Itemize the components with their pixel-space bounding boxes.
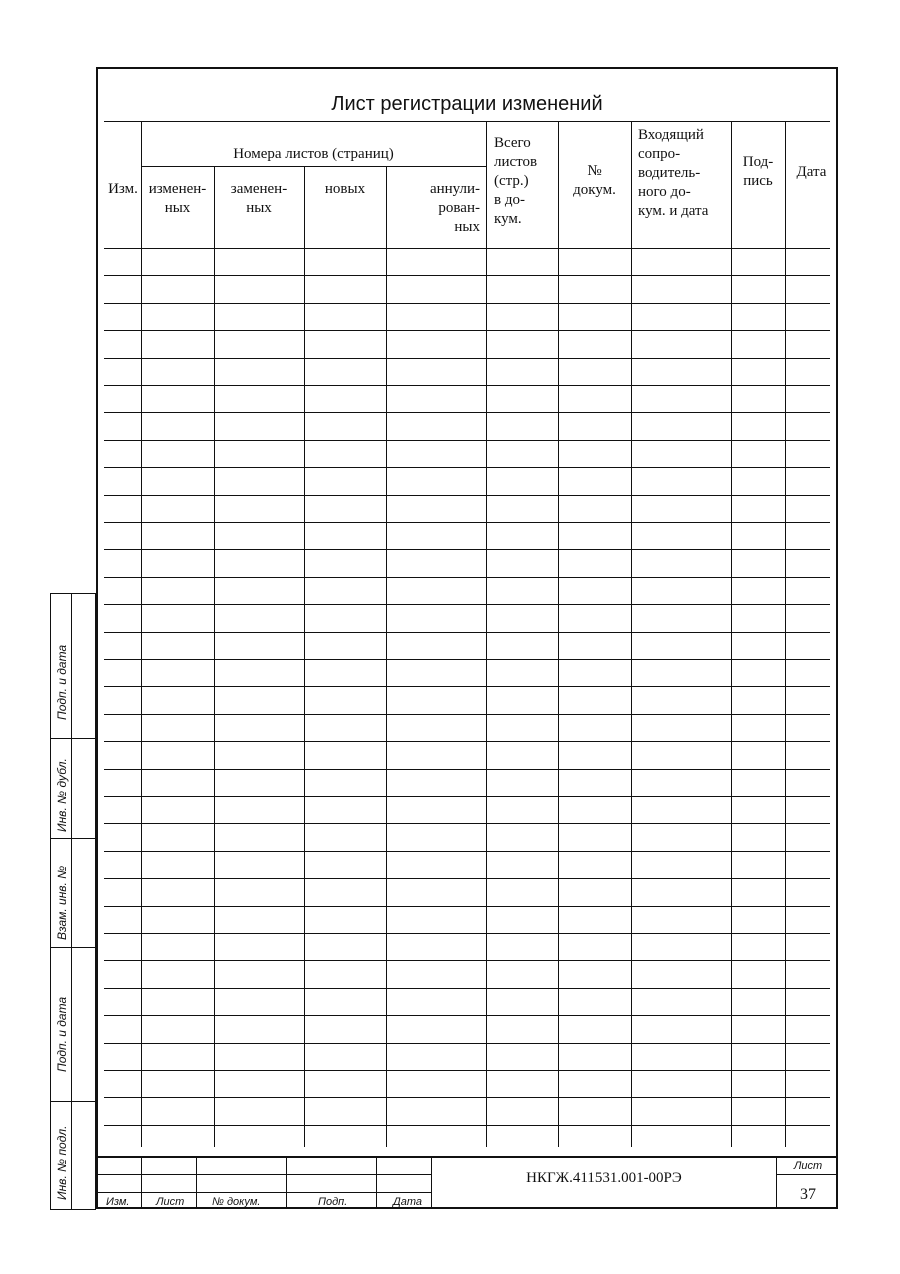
table-column-line [558,121,559,1147]
table-row-line [104,358,830,359]
col-izm-header: Изм. [108,181,138,197]
col-signature-header [731,153,785,191]
col-docno-header [558,162,631,200]
table-row-line [104,769,830,770]
table-column-line [631,121,632,1147]
header-line: рован- [438,200,480,216]
stamp-label-podp: Подп. [318,1196,348,1208]
col-new-header: новых [324,181,366,197]
col-replaced-header [214,180,304,218]
table-row-line [104,714,830,715]
table-row-line [104,632,830,633]
col-date-header: Дата [796,164,827,180]
header-line: Всего [494,135,531,151]
table-row-line [104,1070,830,1071]
table-row-line [104,823,830,824]
page-frame [96,67,838,1209]
header-line: ных [164,200,191,216]
header-line: аннули- [429,181,480,197]
header-line: пись [743,173,773,189]
header-line: водитель- [638,165,701,181]
col-incoming-header [638,126,733,221]
table-column-line [141,121,142,1147]
stamp-col-line [286,1156,287,1209]
header-line: (стр.) [494,173,529,189]
table-row-line [104,412,830,413]
header-line: докум. [573,182,616,198]
table-row-line [104,303,830,304]
document-code: НКГЖ.411531.001-00РЭ [526,1170,682,1186]
table-row-line [104,1125,830,1126]
header-line: № [587,163,602,179]
table-row-line [104,933,830,934]
header-line: листов [494,154,538,170]
stamp-label-list: Лист [156,1196,185,1208]
strip-divider [50,1101,96,1102]
table-row-line [104,495,830,496]
table-row-line [104,440,830,441]
table-row-line [104,1043,830,1044]
stamp-label-data: Дата [393,1196,423,1208]
side-label-inv-dubl: Инв. № дубл. [55,758,69,832]
stamp-col-line [776,1156,777,1209]
table-row-line [104,467,830,468]
table-column-line [731,121,732,1147]
stamp-label-doc-no: № докум. [212,1196,261,1208]
table-row-line [104,741,830,742]
header-line: ных [246,200,272,216]
header-line: Входящий [638,127,704,143]
header-line: изменен- [148,181,207,197]
header-line: заменен- [230,181,288,197]
header-line: в до- [494,192,525,208]
table-column-line [304,166,305,1147]
stamp-row-line [96,1192,432,1193]
sheet-number: 37 [800,1186,816,1203]
strip-divider [50,838,96,839]
stamp-row-line [96,1174,432,1175]
side-label-inv-podl: Инв. № подл. [55,1125,69,1200]
header-line: ного до- [638,184,691,200]
table-column-line [486,121,487,1147]
table-column-line [386,166,387,1147]
page-title: Лист регистрации изменений [331,93,603,115]
table-row-line [104,960,830,961]
binding-strip-divider [71,593,72,1210]
side-label-podp-data-2: Подп. и дата [55,996,69,1072]
stamp-top-line [96,1156,838,1158]
col-group-header: Номера листов (страниц) [233,146,394,162]
table-row-line [104,988,830,989]
header-line: кум. и дата [638,203,709,219]
table-row-line [104,796,830,797]
table-row-line [104,330,830,331]
table-row-line [104,686,830,687]
table-row-line [104,851,830,852]
header-line: сопро- [638,146,681,162]
table-row-line [104,604,830,605]
table-row-line [104,549,830,550]
strip-divider [50,738,96,739]
stamp-col-line [141,1156,142,1209]
side-label-podp-data: Подп. и дата [55,644,69,720]
table-row-line [104,906,830,907]
table-top-line [104,121,830,122]
stamp-col-line [196,1156,197,1209]
header-line: Под- [742,154,774,170]
stamp-label-izm: Изм. [106,1196,130,1208]
table-row-line [104,659,830,660]
sheet-label: Лист [793,1160,823,1172]
col-total-header [494,134,558,229]
table-row-line [104,1097,830,1098]
side-label-vzam-inv: Взам. инв. № [55,865,69,940]
table-column-line [214,166,215,1147]
table-column-line [785,121,786,1147]
table-row-line [104,878,830,879]
table-row-line [104,248,830,249]
table-row-line [104,385,830,386]
table-row-line [104,275,830,276]
group-divider [141,166,486,167]
header-line: кум. [494,211,522,227]
table-row-line [104,577,830,578]
strip-divider [50,947,96,948]
stamp-sheet-line [776,1174,838,1175]
header-line: ных [454,219,480,235]
col-changed-header [141,180,214,218]
table-row-line [104,1015,830,1016]
stamp-col-line [376,1156,377,1209]
table-row-line [104,522,830,523]
col-annulled-header [386,180,480,237]
